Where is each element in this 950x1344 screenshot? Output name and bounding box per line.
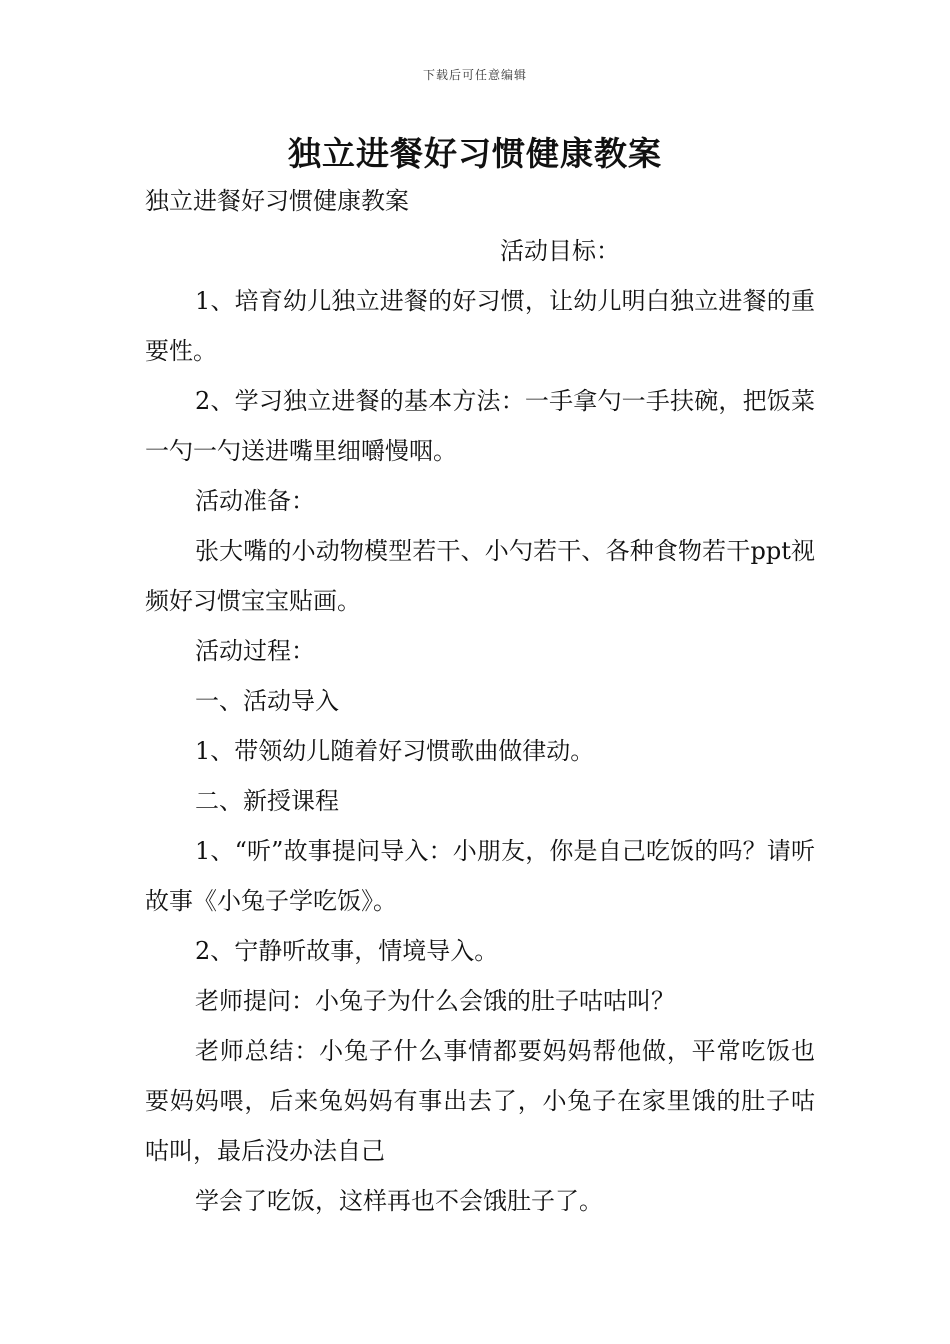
paragraph-story-question: 1、“听”故事提问导入：小朋友，你是自己吃饭的吗？请听故事《小兔子学吃饭》。 xyxy=(145,837,815,915)
document-title: 独立进餐好习惯健康教案 xyxy=(288,134,662,173)
paragraph-story-listen: 2、宁静听故事，情境导入。 xyxy=(195,937,499,965)
paragraph-goal-2: 2、学习独立进餐的基本方法：一手拿勺一手扶碗，把饭菜一勺一勺送进嘴里细嚼慢咽。 xyxy=(145,387,815,465)
paragraph-goal-1: 1、培育幼儿独立进餐的好习惯，让幼儿明白独立进餐的重要性。 xyxy=(145,287,815,365)
goal-heading: 活动目标： xyxy=(500,237,620,265)
paragraph-preparation: 张大嘴的小动物模型若干、小勺若干、各种食物若干ppt视频好习惯宝宝贴画。 xyxy=(145,537,815,615)
paragraph-summary-end: 学会了吃饭，这样再也不会饿肚子了。 xyxy=(195,1187,603,1215)
heading-process: 活动过程： xyxy=(195,637,315,665)
paragraph-intro-1: 1、带领幼儿随着好习惯歌曲做律动。 xyxy=(195,737,595,765)
section-intro: 一、活动导入 xyxy=(195,687,339,715)
header-note: 下载后可任意编辑 xyxy=(422,68,527,82)
section-new-lesson: 二、新授课程 xyxy=(195,787,339,815)
document-body xyxy=(145,176,815,1226)
paragraph-teacher-summary: 老师总结：小兔子什么事情都要妈妈帮他做，平常吃饭也要妈妈喂，后来兔妈妈有事出去了，小兔子在家里饿的肚子咕咕叫，最后没办法自己 xyxy=(145,1037,815,1165)
heading-preparation: 活动准备： xyxy=(195,487,315,515)
paragraph-teacher-question: 老师提问：小兔子为什么会饿的肚子咕咕叫？ xyxy=(195,987,675,1015)
subtitle: 独立进餐好习惯健康教案 xyxy=(145,187,409,215)
